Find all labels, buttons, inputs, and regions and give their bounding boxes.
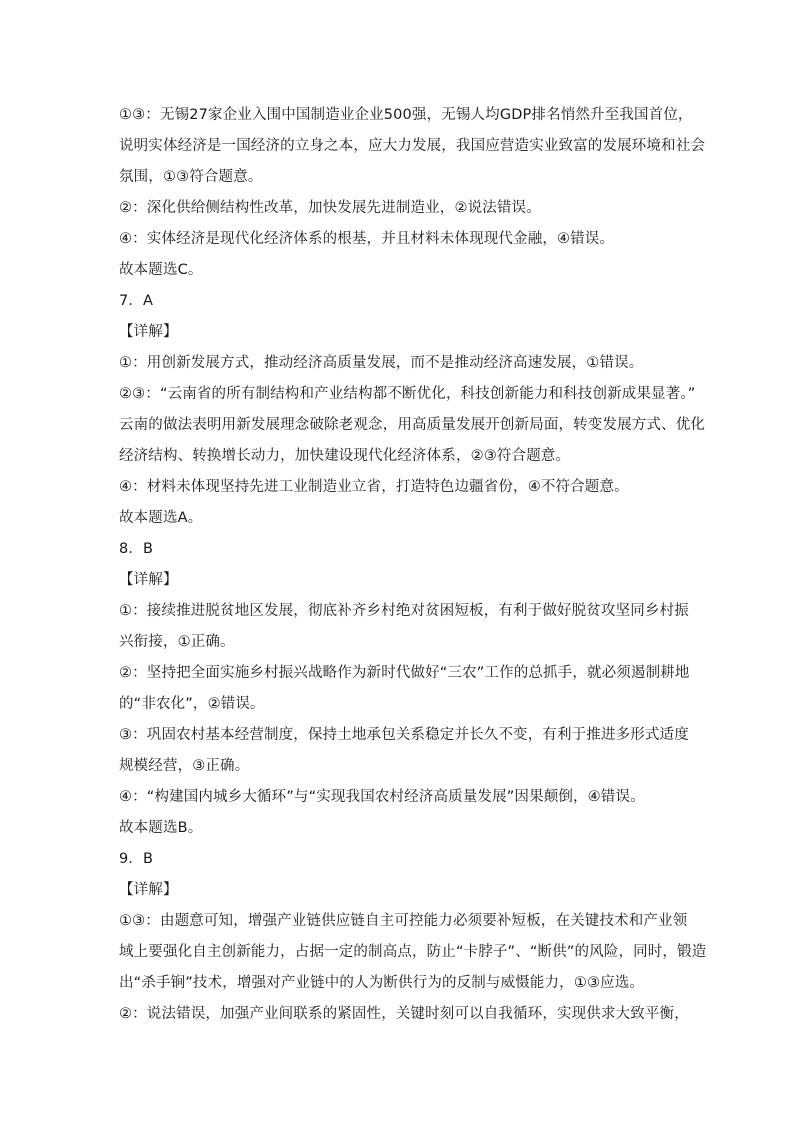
section-heading: 【详解】 [119, 882, 178, 898]
question-number: 9．B [119, 851, 154, 867]
question-number: 8．B [119, 541, 154, 557]
text-line: ②③：“云南省的所有制结构和产业结构都不断优化，科技创新能力和科技创新成果显著。” [119, 386, 696, 402]
text-line: ④：材料未体现坚持先进工业制造业立省，打造特色边疆省份，④不符合题意。 [119, 479, 629, 495]
answer-conclusion: 故本题选C。 [119, 262, 203, 278]
answer-conclusion: 故本题选B。 [119, 820, 203, 836]
question-number: 7．A [119, 293, 154, 309]
text-line: 氛围，①③符合题意。 [119, 169, 263, 185]
text-line: 经济结构、转换增长动力，加快建设现代化经济体系，②③符合题意。 [119, 448, 571, 464]
text-line: 兴衔接，①正确。 [119, 634, 235, 650]
text-line: ①③：无锡27家企业入围中国制造业企业500强，无锡人均GDP排名悄然升至我国首位， [119, 107, 693, 123]
text-line: 说明实体经济是一国经济的立身之本，应大力发展，我国应营造实业致富的发展环境和社会 [119, 138, 705, 154]
text-line: ①：接续推进脱贫地区发展，彻底补齐乡村绝对贫困短板，有利于做好脱贫攻坚同乡村振 [119, 603, 689, 619]
text-line: 的“非农化”，②错误。 [119, 696, 265, 712]
text-line: 域上要强化自主创新能力，占据一定的制高点，防止“卡脖子”、“断供”的风险，同时，锻造 [119, 944, 707, 960]
text-line: ②：深化供给侧结构性改革，加快发展先进制造业，②说法错误。 [119, 200, 541, 216]
text-line: ②：说法错误，加强产业间联系的紧固性，关键时刻可以自我循环，实现供求大致平衡， [119, 1006, 689, 1022]
section-heading: 【详解】 [119, 572, 178, 588]
text-line: ③：巩固农村基本经营制度，保持土地承包关系稳定并长久不变，有利于推进多形式适度 [119, 727, 689, 743]
text-line: ④：“构建国内城乡大循环”与“实现我国农村经济高质量发展”因果颠倒，④错误。 [119, 789, 645, 805]
text-line: ②：坚持把全面实施乡村振兴战略作为新时代做好“三农”工作的总抓手，就必须遏制耕地 [119, 665, 690, 681]
text-line: 规模经营，③正确。 [119, 758, 250, 774]
text-line: ①③：由题意可知，增强产业链供应链自主可控能力必须要补短板，在关键技术和产业领 [119, 913, 688, 929]
text-line: 出“杀手锏”技术，增强对产业链中的人为断供行为的反制与威慑能力，①③应选。 [119, 975, 645, 991]
text-line: ④：实体经济是现代化经济体系的根基，并且材料未体现现代金融，④错误。 [119, 231, 615, 247]
text-line: ①：用创新发展方式，推动经济高质量发展，而不是推动经济高速发展，①错误。 [119, 355, 644, 371]
answer-conclusion: 故本题选A。 [119, 510, 203, 526]
answer-explanation-text [119, 100, 707, 1030]
text-line: 云南的做法表明用新发展理念破除老观念，用高质量发展开创新局面，转变发展方式、优化 [119, 417, 705, 433]
section-heading: 【详解】 [119, 324, 178, 340]
